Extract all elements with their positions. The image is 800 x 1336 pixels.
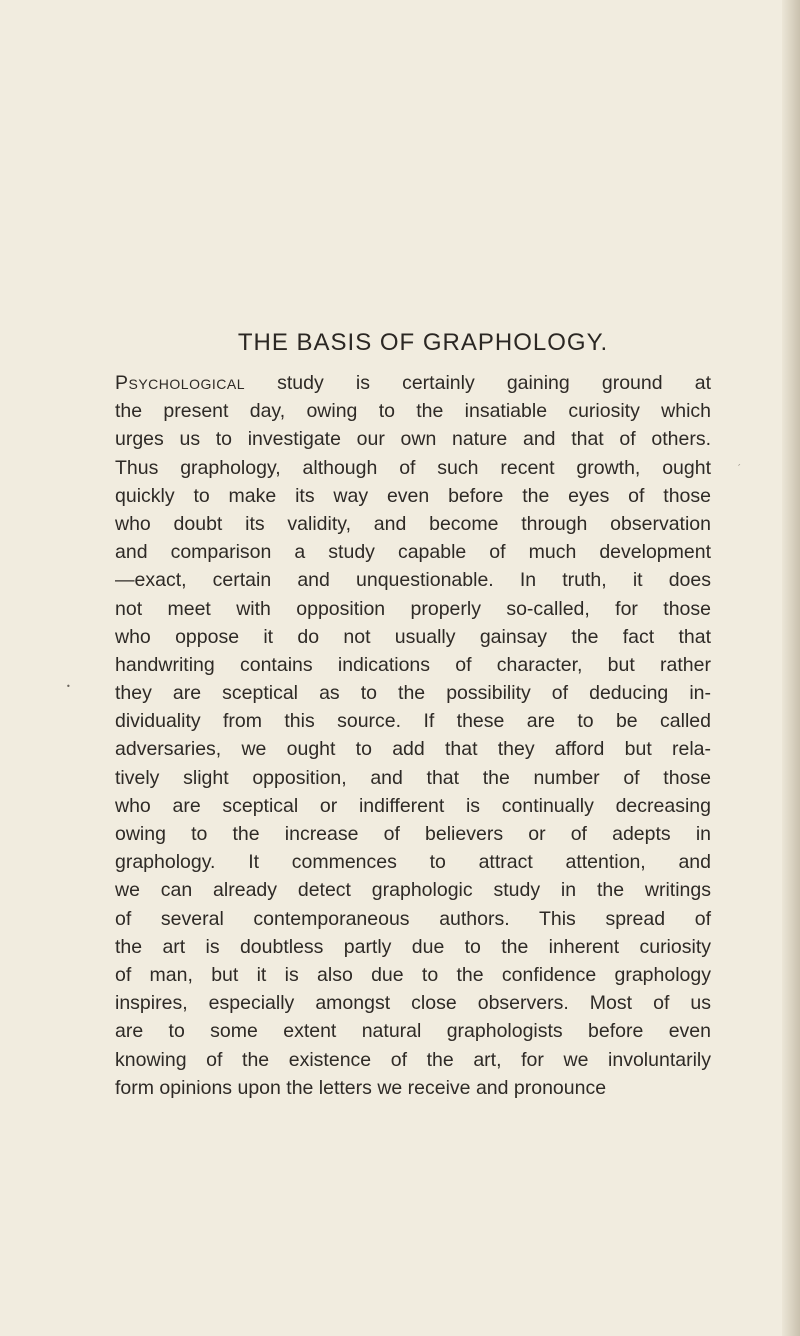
text-line: the present day, owing to the insatiable curiosity which xyxy=(115,400,711,423)
text-line: dividuality from this source. If these are to be called xyxy=(115,710,711,733)
text-line: adversaries, we ought to add that they afford but rela- xyxy=(115,738,711,761)
text-line: graphology. It commences to attract attention, and xyxy=(115,851,711,874)
text-line: who doubt its validity, and become through observation xyxy=(115,512,711,535)
text-line: Thus graphology, although of such recent growth, ought xyxy=(115,456,711,479)
text-line: and comparison a study capable of much development xyxy=(115,541,711,564)
text-line: of several contemporaneous authors. This spread of xyxy=(115,907,711,930)
margin-dot-mark: • xyxy=(66,682,71,691)
page-title: THE BASIS OF GRAPHOLOGY. xyxy=(237,329,609,356)
text-line: not meet with opposition properly so-called, for those xyxy=(115,597,711,620)
text-line: tively slight opposition, and that the number of those xyxy=(115,766,711,789)
text-line: who are sceptical or indifferent is continually decreasing xyxy=(115,794,711,817)
text-line: form opinions upon the letters we receive and pronounce xyxy=(115,1076,607,1099)
text-line: handwriting contains indications of character, but rather xyxy=(115,653,711,676)
opening-small-caps-word: Psychological xyxy=(115,372,245,394)
text-line: inspires, especially amongst close observers. Most of us xyxy=(115,992,711,1015)
text-line: owing to the increase of believers or of adepts in xyxy=(115,823,711,845)
text-line: quickly to make its way even before the eyes of those xyxy=(115,484,711,507)
text-line: the art is doubtless partly due to the inherent curiosity xyxy=(115,935,711,958)
text-line: we can already detect graphologic study in the writings xyxy=(115,879,711,902)
text-line: of man, but it is also due to the confidence graphology xyxy=(115,963,711,986)
text-line: —exact, certain and unquestionable. In truth, it does xyxy=(115,569,711,592)
text-line: they are sceptical as to the possibility of deducing in- xyxy=(115,682,711,705)
text-line: who oppose it do not usually gainsay the fact that xyxy=(115,625,711,648)
text-line xyxy=(115,369,711,397)
page-edge xyxy=(782,0,800,1336)
body-text xyxy=(115,369,711,1102)
text-line: urges us to investigate our own nature and that of others. xyxy=(115,428,711,451)
text-line: knowing of the existence of the art, for we involuntarily xyxy=(115,1048,711,1071)
text-line-content: study is certainly gaining ground at xyxy=(244,372,711,394)
text-line: are to some extent natural graphologists before even xyxy=(115,1020,711,1043)
margin-stroke-mark: ′ xyxy=(738,462,741,475)
